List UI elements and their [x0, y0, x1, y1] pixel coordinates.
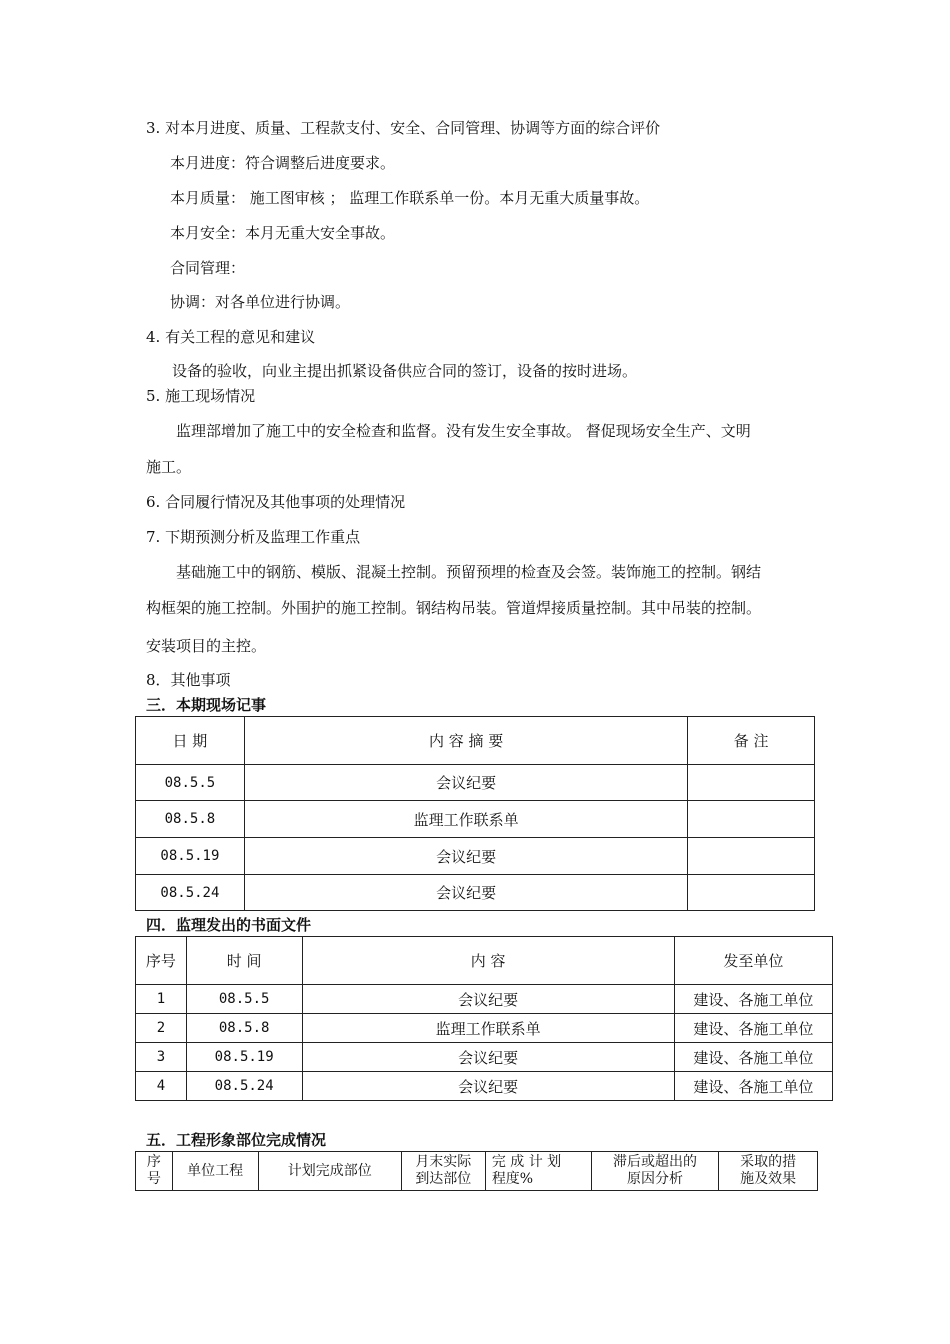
doc-no: 1	[136, 985, 187, 1014]
header-date: 日 期	[136, 717, 245, 765]
completion-heading: 五．工程形象部位完成情况	[146, 1131, 327, 1149]
header-no: 序 号	[136, 1152, 173, 1191]
quality-evaluation: 本月质量： 施工图审核 ； 监理工作联系单一份。本月无重大质量事故。	[170, 189, 650, 207]
table-row	[136, 1043, 833, 1072]
record-date: 08.5.24	[136, 875, 245, 911]
header-measures: 采取的措 施及效果	[719, 1152, 818, 1191]
table-row	[136, 1014, 833, 1043]
documents-table	[135, 936, 833, 1101]
item7-body-line1: 基础施工中的钢筋、模版、混凝土控制。预留预埋的检查及会签。装饰施工的控制。钢结	[176, 563, 762, 581]
doc-content: 会议纪要	[302, 985, 674, 1014]
header-content: 内 容	[302, 937, 674, 985]
site-records-heading: 三．本期现场记事	[146, 696, 267, 714]
header-time: 时 间	[186, 937, 302, 985]
doc-recipient: 建设、各施工单位	[674, 985, 832, 1014]
item3-title: 3. 对本月进度、质量、工程款支付、安全、合同管理、协调等方面的综合评价	[146, 119, 661, 137]
record-date: 08.5.19	[136, 838, 245, 875]
doc-content: 会议纪要	[302, 1072, 674, 1101]
item4-title: 4. 有关工程的意见和建议	[146, 328, 316, 346]
item5-title: 5. 施工现场情况	[146, 387, 256, 405]
documents-heading: 四．监理发出的书面文件	[146, 916, 312, 934]
table-header-row	[136, 937, 833, 985]
table-row	[136, 1072, 833, 1101]
record-content: 会议纪要	[244, 875, 688, 911]
doc-recipient: 建设、各施工单位	[674, 1072, 832, 1101]
item7-body-line2: 构框架的施工控制。外围护的施工控制。钢结构吊装。管道焊接质量控制。其中吊装的控制。	[146, 599, 762, 617]
item5-body-line1: 监理部增加了施工中的安全检查和监督。没有发生安全事故。 督促现场安全生产、文明	[176, 422, 751, 440]
record-note	[688, 801, 815, 838]
doc-no: 4	[136, 1072, 187, 1101]
contract-management: 合同管理：	[170, 259, 246, 277]
table-header-row	[136, 717, 815, 765]
doc-no: 3	[136, 1043, 187, 1072]
header-reason-analysis: 滞后或超出的 原因分析	[591, 1152, 718, 1191]
header-recipient: 发至单位	[674, 937, 832, 985]
record-note	[688, 838, 815, 875]
item7-title: 7. 下期预测分析及监理工作重点	[146, 528, 361, 546]
doc-content: 监理工作联系单	[302, 1014, 674, 1043]
item7-body-line3: 安装项目的主控。	[146, 637, 267, 655]
header-actual-part: 月末实际 到达部位	[401, 1152, 485, 1191]
coordination: 协调：对各单位进行协调。	[170, 293, 351, 311]
record-note	[688, 765, 815, 801]
header-note: 备 注	[688, 717, 815, 765]
doc-time: 08.5.24	[186, 1072, 302, 1101]
record-note	[688, 875, 815, 911]
record-date: 08.5.5	[136, 765, 245, 801]
table-row	[136, 801, 815, 838]
doc-recipient: 建设、各施工单位	[674, 1014, 832, 1043]
site-records-table	[135, 716, 815, 911]
doc-time: 08.5.19	[186, 1043, 302, 1072]
table-header-row	[136, 1152, 818, 1191]
item6-title: 6. 合同履行情况及其他事项的处理情况	[146, 493, 406, 511]
header-content: 内 容 摘 要	[244, 717, 688, 765]
header-no: 序号	[136, 937, 187, 985]
record-date: 08.5.8	[136, 801, 245, 838]
record-content: 会议纪要	[244, 838, 688, 875]
table-row	[136, 838, 815, 875]
safety-evaluation: 本月安全：本月无重大安全事故。	[170, 224, 396, 242]
record-content: 监理工作联系单	[244, 801, 688, 838]
record-content: 会议纪要	[244, 765, 688, 801]
item8-title: 8．其他事项	[146, 671, 231, 689]
doc-recipient: 建设、各施工单位	[674, 1043, 832, 1072]
table-row	[136, 765, 815, 801]
doc-time: 08.5.8	[186, 1014, 302, 1043]
item4-body: 设备的验收，向业主提出抓紧设备供应合同的签订，设备的按时进场。	[172, 362, 638, 380]
doc-time: 08.5.5	[186, 985, 302, 1014]
header-completion-degree: 完 成 计 划 程度%	[485, 1152, 591, 1191]
item5-body-line2: 施工。	[146, 458, 192, 476]
completion-table	[135, 1151, 818, 1191]
table-row	[136, 875, 815, 911]
header-planned-part: 计划完成部位	[258, 1152, 401, 1191]
header-unit-project: 单位工程	[172, 1152, 258, 1191]
table-row	[136, 985, 833, 1014]
progress-evaluation: 本月进度：符合调整后进度要求。	[170, 154, 396, 172]
doc-content: 会议纪要	[302, 1043, 674, 1072]
doc-no: 2	[136, 1014, 187, 1043]
